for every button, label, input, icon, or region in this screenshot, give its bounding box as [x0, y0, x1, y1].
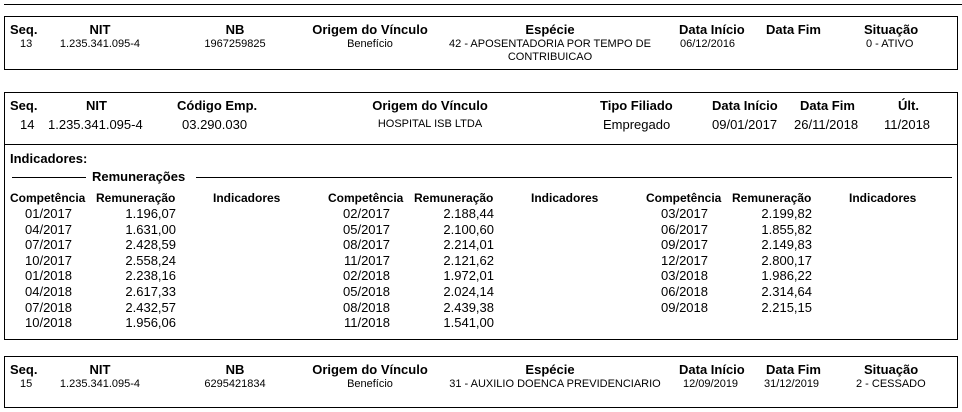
competencia-cell: 04/2018: [25, 284, 72, 299]
header-seq: Seq.: [10, 362, 38, 377]
value-data-inicio: 09/01/2017: [712, 117, 778, 132]
remuneracao-cell: 1.541,00: [443, 315, 494, 330]
col-header-indicadores: Indicadores: [531, 191, 599, 205]
col-header-remuneracao: Remuneração: [414, 191, 494, 205]
header-situacao: Situação: [864, 22, 919, 37]
col-header-competencia: Competência: [328, 191, 404, 205]
value-data-inicio: 12/09/2019: [683, 378, 739, 390]
competencia-cell: 07/2017: [25, 237, 72, 252]
value-codigo-emp: 03.290.030: [182, 117, 248, 132]
value-especie: 31 - AUXILIO DOENCA PREVIDENCIARIO: [449, 378, 661, 390]
value-seq: 15: [20, 378, 33, 390]
remuneracao-cell: 2.800,17: [761, 253, 812, 268]
header-especie: Espécie: [525, 22, 575, 37]
header-nb: NB: [225, 22, 245, 37]
remuneracoes-rule-right: [196, 177, 952, 178]
col-header-competencia: Competência: [10, 191, 86, 205]
indicadores-label: Indicadores:: [10, 151, 88, 166]
header-nit: NIT: [86, 98, 107, 113]
competencia-cell: 03/2017: [661, 206, 708, 221]
col-header-indicadores: Indicadores: [213, 191, 281, 205]
value-nit: 1.235.341.095-4: [59, 38, 141, 50]
header-data-inicio: Data Início: [679, 22, 745, 37]
remuneracao-cell: 1.956,06: [125, 315, 176, 330]
remuneracao-cell: 2.214,01: [443, 237, 494, 252]
competencia-cell: 07/2018: [25, 300, 72, 315]
col-header-indicadores: Indicadores: [849, 191, 917, 205]
value-nb: 1967259825: [204, 38, 266, 50]
remuneracao-cell: 1.855,82: [761, 222, 812, 237]
remuneracao-cell: 2.215,15: [761, 300, 812, 315]
competencia-cell: 11/2018: [343, 315, 390, 330]
remuneracao-cell: 1.972,01: [443, 268, 494, 283]
header-especie: Espécie: [525, 362, 575, 377]
competencia-cell: 01/2018: [25, 268, 72, 283]
remuneracao-cell: 2.238,16: [125, 268, 176, 283]
remuneracao-cell: 2.439,38: [443, 300, 494, 315]
remuneracao-cell: 2.149,83: [761, 237, 812, 252]
competencia-cell: 04/2017: [25, 222, 72, 237]
header-tipo-filiado: Tipo Filiado: [600, 98, 673, 113]
remuneracoes-label: Remunerações: [92, 169, 186, 184]
value-origem: HOSPITAL ISB LTDA: [377, 118, 483, 130]
vinculo-14-header-divider: [4, 144, 958, 145]
header-seq: Seq.: [10, 98, 38, 113]
competencia-cell: 03/2018: [661, 268, 708, 283]
header-data-inicio: Data Início: [679, 362, 745, 377]
header-nit: NIT: [89, 22, 111, 37]
remuneracao-cell: 2.314,64: [761, 284, 812, 299]
value-nit: 1.235.341.095-4: [59, 378, 141, 390]
value-nit: 1.235.341.095-4: [48, 117, 143, 132]
remuneracao-cell: 2.617,33: [125, 284, 176, 299]
remuneracao-cell: 2.188,44: [443, 206, 494, 221]
value-data-inicio: 06/12/2016: [680, 38, 736, 50]
value-situacao: 0 - ATIVO: [866, 38, 914, 50]
col-header-remuneracao: Remuneração: [96, 191, 176, 205]
header-data-fim: Data Fim: [766, 362, 821, 377]
value-tipo-filiado: Empregado: [603, 117, 671, 132]
competencia-cell: 02/2017: [343, 206, 390, 221]
competencia-cell: 09/2018: [661, 300, 708, 315]
competencia-cell: 06/2017: [661, 222, 708, 237]
competencia-cell: 08/2017: [343, 237, 390, 252]
value-origem: Benefício: [347, 378, 393, 390]
header-seq: Seq.: [10, 22, 38, 37]
value-origem: Benefício: [347, 38, 393, 50]
competencia-cell: 11/2017: [343, 253, 390, 268]
top-divider: [4, 4, 962, 5]
value-ult: 11/2018: [884, 117, 931, 132]
header-origem: Origem do Vínculo: [312, 362, 428, 377]
competencia-cell: 08/2018: [343, 300, 390, 315]
value-seq: 13: [20, 38, 33, 50]
competencia-cell: 12/2017: [661, 253, 708, 268]
competencia-cell: 05/2017: [343, 222, 390, 237]
value-especie-line2: CONTRIBUICAO: [507, 51, 593, 63]
competencia-cell: 10/2017: [25, 253, 72, 268]
header-codigo-emp: Código Emp.: [177, 98, 258, 113]
value-situacao: 2 - CESSADO: [856, 378, 926, 390]
remuneracao-cell: 2.024,14: [443, 284, 494, 299]
header-origem: Origem do Vínculo: [372, 98, 488, 113]
remuneracoes-rule-left: [12, 177, 86, 178]
remuneracao-cell: 2.100,60: [443, 222, 494, 237]
competencia-cell: 02/2018: [343, 268, 390, 283]
header-origem: Origem do Vínculo: [312, 22, 428, 37]
value-data-fim: 31/12/2019: [764, 378, 820, 390]
value-especie-line1: 42 - APOSENTADORIA POR TEMPO DE: [449, 38, 651, 50]
value-nb: 6295421834: [204, 378, 266, 390]
value-data-fim: 26/11/2018: [794, 117, 859, 132]
remuneracao-cell: 1.631,00: [125, 222, 176, 237]
header-situacao: Situação: [864, 362, 919, 377]
col-header-competencia: Competência: [646, 191, 722, 205]
header-data-fim: Data Fim: [800, 98, 855, 113]
value-seq: 14: [20, 117, 35, 132]
remuneracao-cell: 2.199,82: [761, 206, 812, 221]
remuneracao-cell: 1.196,07: [125, 206, 176, 221]
competencia-cell: 10/2018: [25, 315, 72, 330]
col-header-remuneracao: Remuneração: [732, 191, 812, 205]
remuneracao-cell: 2.121,62: [443, 253, 494, 268]
competencia-cell: 01/2017: [25, 206, 72, 221]
remuneracao-cell: 2.428,59: [125, 237, 176, 252]
header-nb: NB: [225, 362, 245, 377]
header-data-fim: Data Fim: [766, 22, 821, 37]
header-ult: Últ.: [898, 98, 919, 113]
header-data-inicio: Data Início: [712, 98, 778, 113]
competencia-cell: 06/2018: [661, 284, 708, 299]
competencia-cell: 09/2017: [661, 237, 708, 252]
remuneracao-cell: 2.432,57: [125, 300, 176, 315]
competencia-cell: 05/2018: [343, 284, 390, 299]
remuneracao-cell: 2.558,24: [125, 253, 176, 268]
header-nit: NIT: [89, 362, 111, 377]
remuneracao-cell: 1.986,22: [761, 268, 812, 283]
